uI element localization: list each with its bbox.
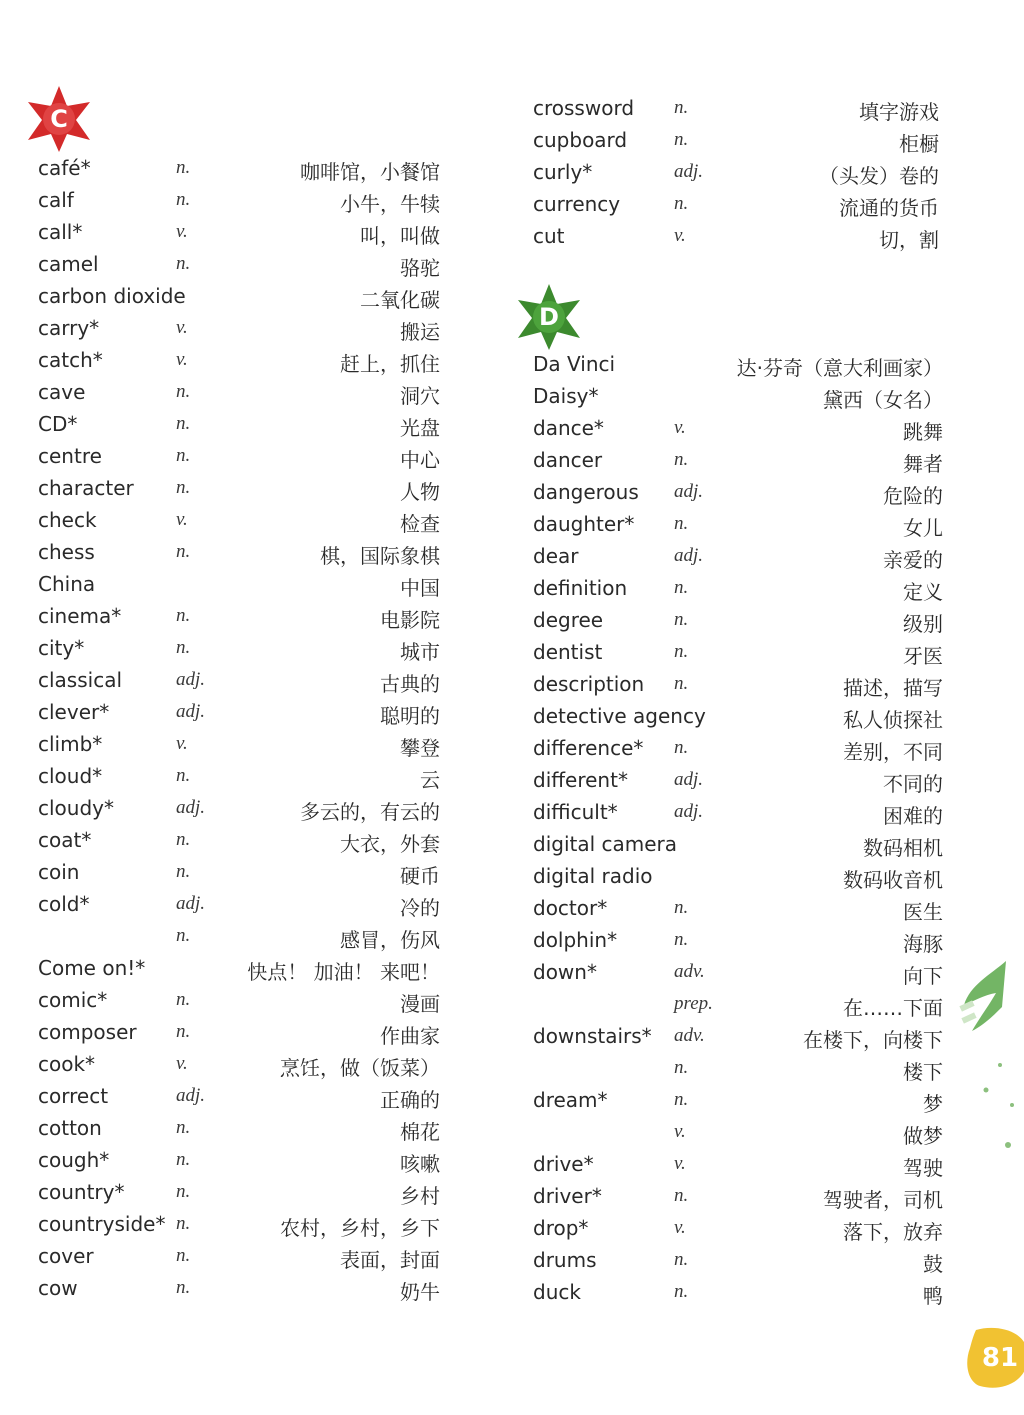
entry-word: classical xyxy=(38,668,123,692)
entry-word: dentist xyxy=(533,640,603,664)
entry-word: description xyxy=(533,672,645,696)
entry-part-of-speech: n. xyxy=(674,929,689,950)
entry-meaning: 填字游戏 xyxy=(859,100,939,124)
vocab-entry xyxy=(533,1084,943,1116)
entry-meaning: 聪明的 xyxy=(380,704,440,728)
vocab-entry xyxy=(38,1048,440,1080)
vocab-entry xyxy=(38,280,440,312)
vocab-entry xyxy=(38,376,440,408)
vocab-entry xyxy=(38,728,440,760)
entry-word: camel xyxy=(38,252,99,276)
vocab-entry xyxy=(38,1144,440,1176)
vocab-entry xyxy=(533,604,943,636)
entry-part-of-speech: n. xyxy=(674,449,689,470)
entry-part-of-speech: n. xyxy=(176,541,191,562)
entry-meaning: 在楼下，向楼下 xyxy=(803,1028,943,1052)
entry-word: calf xyxy=(38,188,74,212)
entry-meaning: 不同的 xyxy=(883,772,943,796)
entry-part-of-speech: n. xyxy=(674,193,689,214)
entry-part-of-speech: n. xyxy=(176,765,191,786)
entry-meaning: 医生 xyxy=(903,900,943,924)
entry-meaning: 漫画 xyxy=(400,992,440,1016)
vocab-entry xyxy=(533,508,943,540)
entry-part-of-speech: n. xyxy=(176,1149,191,1170)
entry-part-of-speech: adj. xyxy=(176,893,206,914)
vocab-entry xyxy=(38,1272,440,1304)
entry-word: cloud* xyxy=(38,764,103,788)
entry-part-of-speech: v. xyxy=(674,225,686,246)
entry-word: dear xyxy=(533,544,579,568)
vocab-entry xyxy=(533,924,943,956)
vocab-entry xyxy=(38,952,440,984)
vocab-entry xyxy=(38,760,440,792)
entry-word: drums xyxy=(533,1248,597,1272)
entry-meaning: 多云的，有云的 xyxy=(300,800,440,824)
entry-part-of-speech: n. xyxy=(674,673,689,694)
entry-word: cinema* xyxy=(38,604,122,628)
entry-meaning: 危险的 xyxy=(883,484,943,508)
entry-meaning: 大衣，外套 xyxy=(340,832,440,856)
vocab-entry xyxy=(38,1016,440,1048)
entry-word: Da Vinci xyxy=(533,352,616,376)
entry-meaning: 楼下 xyxy=(903,1060,943,1084)
entry-word: cave xyxy=(38,380,86,404)
entry-word: climb* xyxy=(38,732,103,756)
vocab-entry xyxy=(533,92,939,124)
entry-part-of-speech: adj. xyxy=(674,769,704,790)
entry-word: carbon dioxide xyxy=(38,284,186,308)
entry-meaning: 达·芬奇（意大利画家） xyxy=(736,356,943,380)
entry-word: duck xyxy=(533,1280,581,1304)
section-d-badge xyxy=(514,282,584,352)
entry-part-of-speech: prep. xyxy=(674,993,713,1014)
vocab-entry xyxy=(533,1276,943,1308)
entry-meaning: 冷的 xyxy=(400,896,440,920)
entry-word: dance* xyxy=(533,416,604,440)
entry-word: cook* xyxy=(38,1052,96,1076)
vocab-entry xyxy=(533,732,943,764)
vocab-entry xyxy=(38,984,440,1016)
entry-word: cupboard xyxy=(533,128,628,152)
entry-word: cloudy* xyxy=(38,796,114,820)
entry-word: digital radio xyxy=(533,864,653,888)
entry-meaning: 黛西（女名） xyxy=(823,388,943,412)
entry-meaning: 表面，封面 xyxy=(340,1248,440,1272)
vocab-entry xyxy=(38,1080,440,1112)
entry-part-of-speech: v. xyxy=(176,317,188,338)
entry-word: difficult* xyxy=(533,800,618,824)
vocab-entry xyxy=(38,1240,440,1272)
entry-word: cut xyxy=(533,224,565,248)
entry-part-of-speech: v. xyxy=(176,1053,188,1074)
vocab-entry xyxy=(38,920,440,952)
entry-meaning: 检查 xyxy=(400,512,440,536)
entry-word: Come on!* xyxy=(38,956,146,980)
entry-part-of-speech: v. xyxy=(674,1153,686,1174)
entry-word: carry* xyxy=(38,316,100,340)
vocab-entry xyxy=(533,1180,943,1212)
vocab-entry xyxy=(38,888,440,920)
entry-meaning: 奶牛 xyxy=(400,1280,440,1304)
entry-part-of-speech: v. xyxy=(176,733,188,754)
entry-meaning: 棋，国际象棋 xyxy=(320,544,440,568)
entry-meaning: 女儿 xyxy=(903,516,943,540)
vocab-entry xyxy=(533,764,943,796)
entry-part-of-speech: n. xyxy=(176,861,191,882)
section-c-letter: C xyxy=(50,105,68,133)
entry-word: city* xyxy=(38,636,85,660)
vocab-entry xyxy=(38,664,440,696)
vocab-entry xyxy=(38,568,440,600)
entry-part-of-speech: n. xyxy=(674,1057,689,1078)
vocab-entry xyxy=(533,828,943,860)
entry-meaning: 咖啡馆，小餐馆 xyxy=(300,160,440,184)
entry-word: clever* xyxy=(38,700,110,724)
entry-meaning: 作曲家 xyxy=(380,1024,440,1048)
entry-part-of-speech: n. xyxy=(674,1249,689,1270)
entry-meaning: 古典的 xyxy=(380,672,440,696)
entry-meaning: 流通的货币 xyxy=(839,196,939,220)
vocab-entry xyxy=(533,956,943,988)
entry-meaning: 驾驶 xyxy=(903,1156,943,1180)
entry-part-of-speech: v. xyxy=(176,509,188,530)
entry-part-of-speech: n. xyxy=(176,1277,191,1298)
entry-word: Daisy* xyxy=(533,384,599,408)
entry-word: difference* xyxy=(533,736,644,760)
entry-part-of-speech: v. xyxy=(674,417,686,438)
entry-word: cold* xyxy=(38,892,90,916)
entry-meaning: 差别，不同 xyxy=(843,740,943,764)
entry-part-of-speech: adj. xyxy=(674,161,704,182)
entry-meaning: 城市 xyxy=(400,640,440,664)
vocab-column-left xyxy=(38,152,440,1304)
page-number-badge xyxy=(966,1326,1024,1390)
entry-part-of-speech: n. xyxy=(674,1185,689,1206)
entry-meaning: 描述，描写 xyxy=(843,676,943,700)
entry-word: daughter* xyxy=(533,512,635,536)
vocab-entry xyxy=(533,380,943,412)
vocab-entry xyxy=(38,216,440,248)
vocab-entry xyxy=(533,892,943,924)
entry-part-of-speech: adj. xyxy=(176,669,206,690)
vocab-entry xyxy=(38,504,440,536)
entry-meaning: 鼓 xyxy=(923,1252,943,1276)
entry-word: detective agency xyxy=(533,704,706,728)
vocab-entry xyxy=(533,1212,943,1244)
entry-meaning: 咳嗽 xyxy=(400,1152,440,1176)
entry-word: currency xyxy=(533,192,621,216)
entry-part-of-speech: n. xyxy=(176,637,191,658)
entry-word: different* xyxy=(533,768,628,792)
vocab-entry xyxy=(533,700,943,732)
entry-word: curly* xyxy=(533,160,593,184)
entry-word: degree xyxy=(533,608,604,632)
entry-part-of-speech: n. xyxy=(674,897,689,918)
entry-part-of-speech: n. xyxy=(674,737,689,758)
vocab-entry xyxy=(533,412,943,444)
vocab-entry xyxy=(533,156,939,188)
entry-part-of-speech: n. xyxy=(176,413,191,434)
entry-meaning: 小牛，牛犊 xyxy=(340,192,440,216)
entry-meaning: 搬运 xyxy=(400,320,440,344)
entry-part-of-speech: n. xyxy=(176,1181,191,1202)
vocab-entry xyxy=(533,1116,943,1148)
entry-meaning: 数码收音机 xyxy=(843,868,943,892)
entry-meaning: 赶上，抓住 xyxy=(340,352,440,376)
entry-word: definition xyxy=(533,576,628,600)
vocab-entry xyxy=(38,344,440,376)
vocab-entry xyxy=(533,636,943,668)
entry-part-of-speech: n. xyxy=(176,989,191,1010)
vocab-entry xyxy=(38,1208,440,1240)
vocab-entry xyxy=(533,1052,943,1084)
entry-meaning: 柜橱 xyxy=(899,132,939,156)
entry-meaning: 数码相机 xyxy=(863,836,943,860)
entry-word: coat* xyxy=(38,828,92,852)
entry-meaning: 定义 xyxy=(903,580,943,604)
entry-word: cotton xyxy=(38,1116,102,1140)
entry-part-of-speech: adv. xyxy=(674,1025,705,1046)
entry-word: catch* xyxy=(38,348,103,372)
entry-part-of-speech: n. xyxy=(674,1089,689,1110)
entry-part-of-speech: n. xyxy=(176,605,191,626)
vocab-entry xyxy=(533,988,943,1020)
section-d-letter: D xyxy=(539,303,559,331)
entry-meaning: （头发）卷的 xyxy=(819,164,939,188)
entry-part-of-speech: adj. xyxy=(176,701,206,722)
entry-part-of-speech: n. xyxy=(176,829,191,850)
entry-part-of-speech: n. xyxy=(674,577,689,598)
vocab-entry xyxy=(38,856,440,888)
entry-meaning: 亲爱的 xyxy=(883,548,943,572)
vocab-entry xyxy=(533,572,943,604)
leaf-decoration xyxy=(950,955,1024,1155)
entry-meaning: 感冒，伤风 xyxy=(340,928,440,952)
entry-part-of-speech: v. xyxy=(176,221,188,242)
entry-word: doctor* xyxy=(533,896,608,920)
entry-word: centre xyxy=(38,444,102,468)
entry-part-of-speech: n. xyxy=(176,189,191,210)
entry-part-of-speech: n. xyxy=(176,381,191,402)
entry-word: call* xyxy=(38,220,83,244)
entry-part-of-speech: n. xyxy=(176,445,191,466)
entry-word: China xyxy=(38,572,96,596)
entry-meaning: 驾驶者，司机 xyxy=(823,1188,943,1212)
entry-word: dangerous xyxy=(533,480,639,504)
entry-meaning: 乡村 xyxy=(400,1184,440,1208)
entry-word: composer xyxy=(38,1020,137,1044)
vocab-column-right-bottom xyxy=(533,348,943,1308)
vocab-entry xyxy=(38,792,440,824)
entry-part-of-speech: n. xyxy=(674,97,689,118)
entry-word: chess xyxy=(38,540,95,564)
entry-part-of-speech: n. xyxy=(176,1117,191,1138)
entry-part-of-speech: n. xyxy=(674,513,689,534)
entry-meaning: 二氧化碳 xyxy=(360,288,440,312)
vocab-entry xyxy=(38,152,440,184)
entry-part-of-speech: n. xyxy=(176,925,191,946)
entry-part-of-speech: n. xyxy=(674,641,689,662)
section-c-badge xyxy=(24,84,94,154)
entry-meaning: 电影院 xyxy=(380,608,440,632)
vocab-entry xyxy=(38,600,440,632)
entry-part-of-speech: n. xyxy=(176,477,191,498)
entry-part-of-speech: v. xyxy=(176,349,188,370)
vocab-entry xyxy=(38,824,440,856)
entry-meaning: 鸭 xyxy=(923,1284,943,1308)
entry-meaning: 洞穴 xyxy=(400,384,440,408)
vocab-entry xyxy=(533,668,943,700)
entry-word: countryside* xyxy=(38,1212,166,1236)
entry-word: coin xyxy=(38,860,80,884)
entry-part-of-speech: n. xyxy=(176,157,191,178)
entry-meaning: 牙医 xyxy=(903,644,943,668)
vocab-entry xyxy=(533,540,943,572)
entry-meaning: 切，割 xyxy=(879,228,939,252)
entry-meaning: 叫，叫做 xyxy=(360,224,440,248)
vocab-entry xyxy=(533,796,943,828)
entry-meaning: 农村，乡村，乡下 xyxy=(280,1216,440,1240)
entry-meaning: 攀登 xyxy=(400,736,440,760)
entry-part-of-speech: n. xyxy=(176,1213,191,1234)
entry-part-of-speech: n. xyxy=(176,253,191,274)
entry-meaning: 烹饪，做（饭菜） xyxy=(280,1056,440,1080)
entry-part-of-speech: adj. xyxy=(176,1085,206,1106)
entry-meaning: 硬币 xyxy=(400,864,440,888)
entry-word: cover xyxy=(38,1244,94,1268)
entry-part-of-speech: adj. xyxy=(176,797,206,818)
entry-word: down* xyxy=(533,960,597,984)
entry-meaning: 困难的 xyxy=(883,804,943,828)
entry-word: cow xyxy=(38,1276,78,1300)
entry-word: country* xyxy=(38,1180,125,1204)
entry-part-of-speech: n. xyxy=(674,129,689,150)
vocab-entry xyxy=(533,860,943,892)
entry-word: drop* xyxy=(533,1216,589,1240)
vocab-entry xyxy=(38,440,440,472)
entry-word: character xyxy=(38,476,134,500)
vocab-entry xyxy=(533,476,943,508)
vocab-entry xyxy=(533,444,943,476)
entry-meaning: 骆驼 xyxy=(400,256,440,280)
entry-meaning: 正确的 xyxy=(380,1088,440,1112)
entry-meaning: 落下，放弃 xyxy=(843,1220,943,1244)
entry-word: driver* xyxy=(533,1184,602,1208)
entry-part-of-speech: v. xyxy=(674,1121,686,1142)
entry-meaning: 在……下面 xyxy=(843,996,943,1020)
vocab-entry xyxy=(533,188,939,220)
page-number: 81 xyxy=(981,1343,1019,1373)
entry-word: crossword xyxy=(533,96,635,120)
entry-word: correct xyxy=(38,1084,109,1108)
vocab-entry xyxy=(38,472,440,504)
entry-meaning: 私人侦探社 xyxy=(843,708,943,732)
vocab-entry xyxy=(533,124,939,156)
entry-meaning: 跳舞 xyxy=(903,420,943,444)
vocab-entry xyxy=(38,1176,440,1208)
entry-meaning: 级别 xyxy=(903,612,943,636)
entry-part-of-speech: adj. xyxy=(674,545,704,566)
entry-part-of-speech: n. xyxy=(674,1281,689,1302)
entry-part-of-speech: n. xyxy=(176,1245,191,1266)
entry-word: comic* xyxy=(38,988,108,1012)
entry-word: downstairs* xyxy=(533,1024,652,1048)
entry-word: dolphin* xyxy=(533,928,618,952)
entry-part-of-speech: v. xyxy=(674,1217,686,1238)
entry-word: digital camera xyxy=(533,832,678,856)
entry-meaning: 向下 xyxy=(903,964,943,988)
entry-word: check xyxy=(38,508,97,532)
entry-meaning: 做梦 xyxy=(903,1124,943,1148)
vocab-entry xyxy=(38,312,440,344)
entry-meaning: 中国 xyxy=(400,576,440,600)
entry-word: CD* xyxy=(38,412,78,436)
entry-word: drive* xyxy=(533,1152,594,1176)
entry-meaning: 快点！ 加油！ 来吧！ xyxy=(247,960,440,984)
vocab-entry xyxy=(38,1112,440,1144)
vocab-entry xyxy=(533,1148,943,1180)
vocab-column-right-top xyxy=(533,92,939,252)
entry-part-of-speech: adv. xyxy=(674,961,705,982)
vocab-entry xyxy=(38,696,440,728)
vocab-entry xyxy=(533,1244,943,1276)
vocab-entry xyxy=(533,1020,943,1052)
entry-meaning: 舞者 xyxy=(903,452,943,476)
entry-word: dream* xyxy=(533,1088,608,1112)
entry-meaning: 云 xyxy=(420,768,440,792)
entry-meaning: 中心 xyxy=(400,448,440,472)
vocab-entry xyxy=(533,220,939,252)
vocab-entry xyxy=(38,632,440,664)
vocab-entry xyxy=(38,408,440,440)
vocab-entry xyxy=(38,248,440,280)
entry-meaning: 海豚 xyxy=(903,932,943,956)
entry-meaning: 棉花 xyxy=(400,1120,440,1144)
entry-part-of-speech: adj. xyxy=(674,801,704,822)
entry-part-of-speech: n. xyxy=(176,1021,191,1042)
entry-word: dancer xyxy=(533,448,603,472)
vocab-entry xyxy=(38,536,440,568)
entry-meaning: 光盘 xyxy=(400,416,440,440)
entry-part-of-speech: n. xyxy=(674,609,689,630)
entry-word: café* xyxy=(38,156,91,180)
entry-meaning: 人物 xyxy=(400,480,440,504)
vocab-entry xyxy=(38,184,440,216)
entry-meaning: 梦 xyxy=(923,1092,943,1116)
vocab-entry xyxy=(533,348,943,380)
entry-word: cough* xyxy=(38,1148,110,1172)
entry-part-of-speech: adj. xyxy=(674,481,704,502)
